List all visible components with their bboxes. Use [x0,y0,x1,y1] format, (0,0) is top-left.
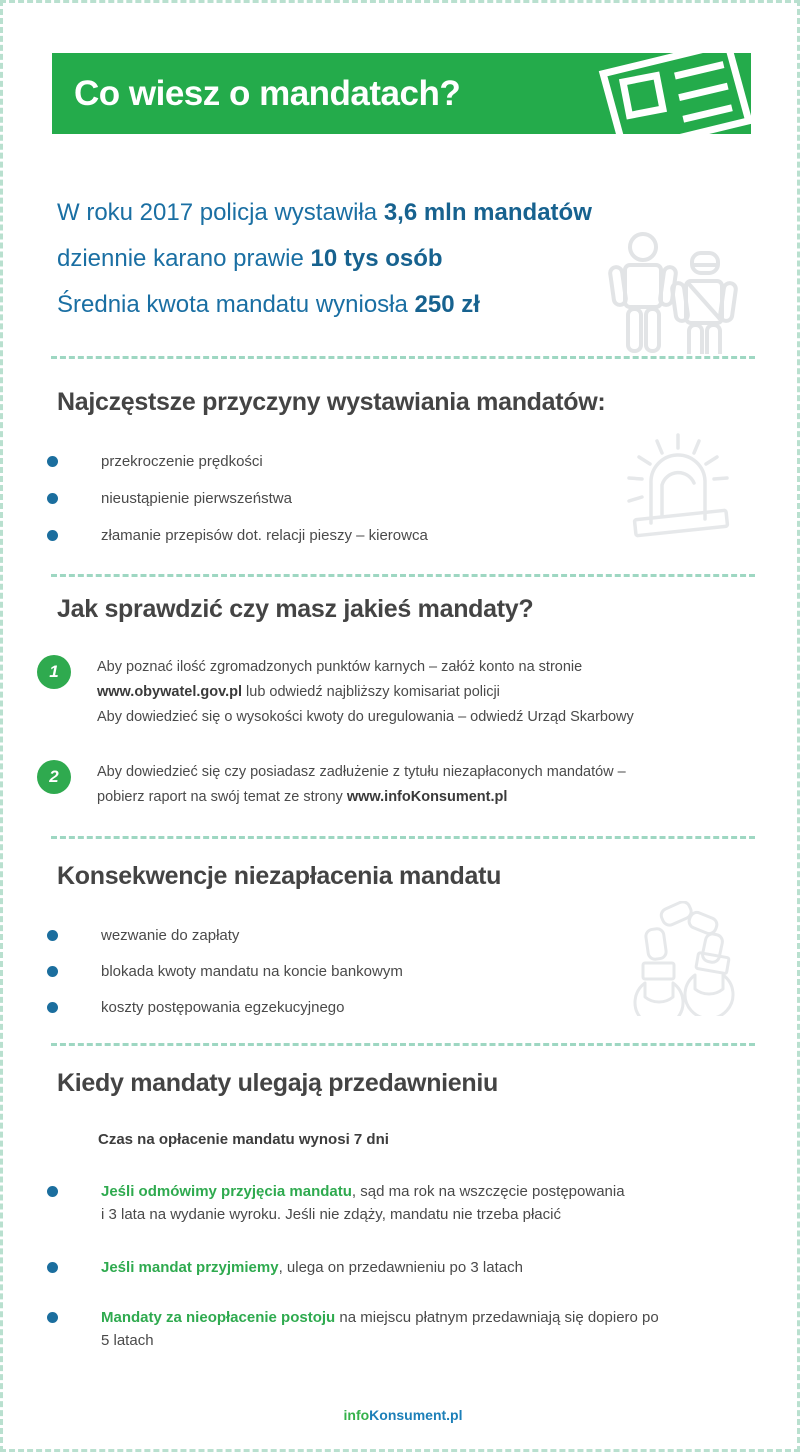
list-item [47,1256,747,1279]
section-heading-how-to-check: Jak sprawdzić czy masz jakieś mandaty? [57,595,534,623]
list-item [47,524,747,547]
separator-3 [51,836,755,839]
intro-3-bold: 250 zł [414,291,480,318]
separator-2 [51,574,755,577]
bullet-dot-icon [47,930,58,941]
footer-konsument: Konsument.pl [369,1407,463,1423]
expiry-1-line2: i 3 lata na wydanie wyroku. Jeśli nie zdąży, mandatu nie trzeba płacić [101,1206,561,1223]
n2-line-2-plain: pobierz raport na swój temat ze strony [97,789,347,805]
number-badge-1: 1 [37,655,71,689]
separator-1 [51,356,755,359]
header-banner [52,53,751,134]
section-heading-consequences: Konsekwencje niezapłacenia mandatu [57,862,502,890]
list-item [47,1180,747,1226]
list-item [47,924,747,947]
consequence-text-3: koszty postępowania egzekucyjnego [101,999,345,1016]
numbered-item-1 [37,655,757,730]
bullet-dot-icon [47,1312,58,1323]
expiry-3-highlight: Mandaty za nieopłacenie postoju [101,1309,336,1326]
numbered-item-1-body [97,655,634,730]
expiry-item-3 [101,1306,659,1352]
reason-text-2: nieustąpienie pierwszeństwa [101,490,292,507]
bullet-dot-icon [47,966,58,977]
consequence-text-2: blokada kwoty mandatu na koncie bankowym [101,963,403,980]
intro-2-plain: dziennie karano prawie [57,245,311,272]
numbered-item-2 [37,760,757,810]
intro-1-plain: W roku 2017 policja wystawiła [57,199,384,226]
section-heading-expiry: Kiedy mandaty ulegają przedawnieniu [57,1069,499,1097]
expiry-2-rest: , ulega on przedawnieniu po 3 latach [278,1259,523,1276]
numbered-item-2-body [97,760,626,810]
reason-text-3: złamanie przepisów dot. relacji pieszy – kierowca [101,527,428,544]
expiry-2-highlight: Jeśli mandat przyjmiemy [101,1259,279,1276]
page-title: Co wiesz o mandatach? [74,73,461,113]
list-item [47,960,747,983]
footer-info: info [343,1407,370,1423]
section-heading-reasons: Najczęstsze przyczyny wystawiania mandatów: [57,388,606,416]
n2-line-1: Aby dowiedzieć się czy posiadasz zadłużenie z tytułu niezapłaconych mandatów – [97,764,626,780]
expiry-3-line2: 5 latach [101,1332,154,1349]
bullet-dot-icon [47,1186,58,1197]
n2-link-infokonsument[interactable]: www.infoKonsument.pl [346,789,508,805]
expiry-3-rest: na miejscu płatnym przedawniają się dopiero po [335,1309,659,1326]
intro-line-2 [57,236,757,282]
intro-3-plain: Średnia kwota mandatu wyniosła [57,291,415,318]
reason-text-1: przekroczenie prędkości [101,453,263,470]
expiry-note: Czas na opłacenie mandatu wynosi 7 dni [98,1131,389,1148]
intro-2-bold: 10 tys osób [310,245,443,272]
ticket-icon [587,53,751,134]
list-item [47,1306,747,1352]
expiry-1-highlight: Jeśli odmówimy przyjęcia mandatu [101,1183,352,1200]
list-item [47,996,747,1019]
bullet-dot-icon [47,456,58,467]
list-item [47,450,747,473]
bullet-dot-icon [47,1262,58,1273]
list-item [47,487,747,510]
intro-line-1 [57,190,757,236]
bullet-dot-icon [47,493,58,504]
footer-logo[interactable] [3,1407,800,1423]
bullet-dot-icon [47,530,58,541]
n1-link-obywatel[interactable]: www.obywatel.gov.pl [97,684,243,700]
n1-line-3: Aby dowiedzieć się o wysokości kwoty do uregulowania – odwiedź Urząd Skarbowy [97,709,634,725]
bullet-dot-icon [47,1002,58,1013]
intro-line-3 [57,282,757,328]
expiry-item-2 [101,1256,523,1279]
intro-1-bold: 3,6 mln mandatów [383,199,592,226]
n1-line-2 [97,680,634,705]
n2-line-2 [97,785,626,810]
expiry-item-1 [101,1180,625,1226]
n1-line-2-rest: lub odwiedź najbliższy komisariat policji [242,684,500,700]
intro-stats [57,190,757,328]
n1-line-1: Aby poznać ilość zgromadzonych punktów karnych – załóż konto na stronie [97,659,583,675]
expiry-1-rest: , sąd ma rok na wszczęcie postępowania [351,1183,625,1200]
number-badge-2: 2 [37,760,71,794]
consequence-text-1: wezwanie do zapłaty [101,927,240,944]
separator-4 [51,1043,755,1046]
